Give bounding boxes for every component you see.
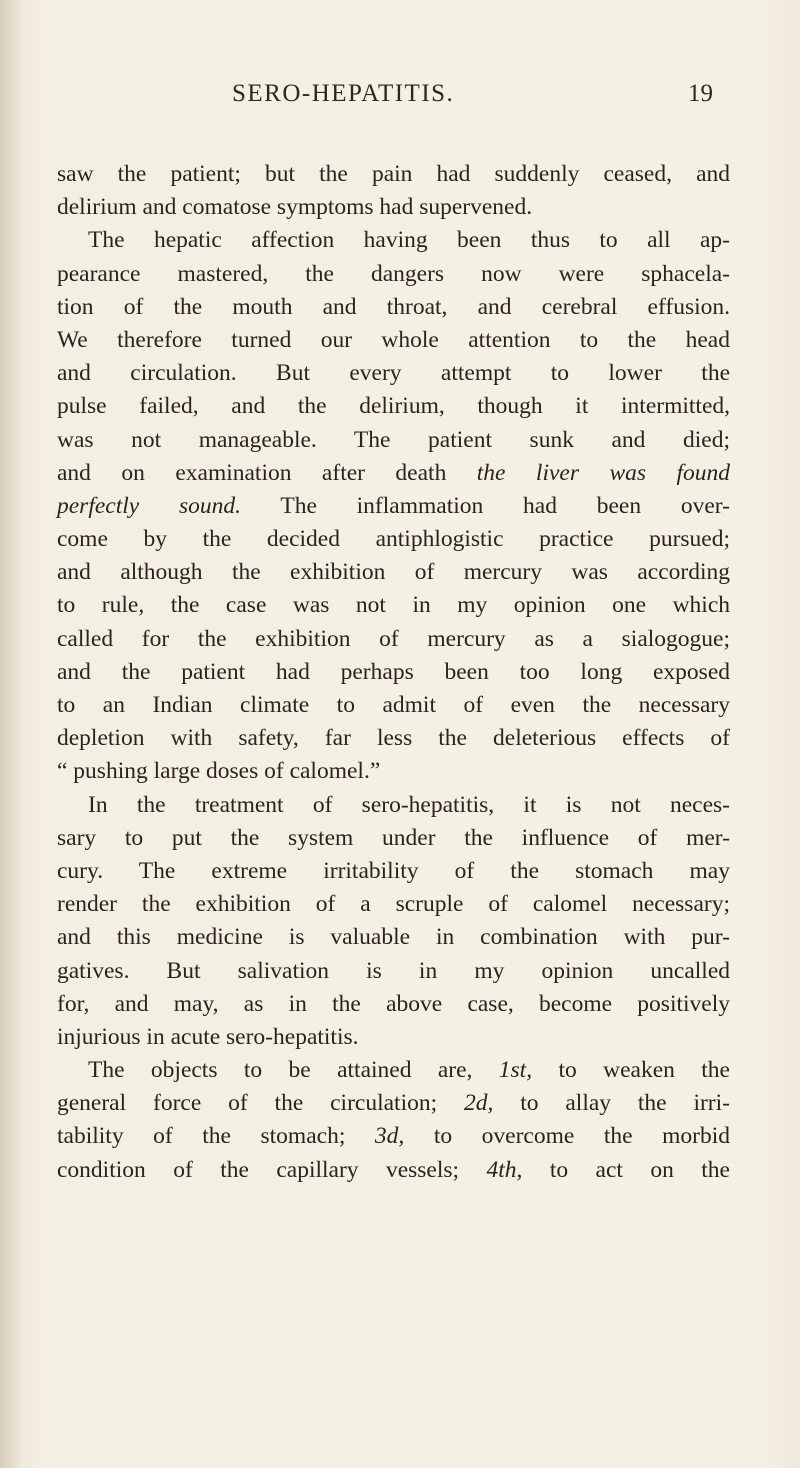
text-line	[57, 523, 730, 556]
text-segment: come by the decided antiphlogistic practice pursued;	[57, 526, 730, 553]
text-segment: general force of the circulation;	[57, 1090, 464, 1117]
text-line	[57, 623, 730, 656]
text-line	[57, 324, 730, 357]
text-line	[57, 224, 730, 257]
text-segment: sary to put the system under the influence of mer-	[57, 824, 730, 851]
text-segment: gatives. But salivation is in my opinion uncalled	[57, 957, 730, 984]
text-segment: In the treatment of sero-hepatitis, it is not neces-	[88, 791, 730, 818]
text-segment: The inflammation had been over-	[241, 492, 730, 519]
text-segment: to allay the irri-	[493, 1090, 730, 1117]
text-line	[57, 1154, 730, 1187]
italic-segment: perfectly sound.	[57, 492, 241, 519]
text-line	[57, 556, 730, 589]
text-segment: and on examination after death	[57, 459, 477, 486]
text-line	[57, 1087, 730, 1120]
text-segment: to an Indian climate to admit of even the necessary	[57, 692, 730, 718]
text-segment: The hepatic affection having been thus to all ap-	[88, 227, 730, 254]
italic-segment: 3d,	[374, 1123, 405, 1150]
text-line	[57, 722, 730, 755]
text-line	[57, 357, 730, 390]
text-segment: to act on the	[522, 1156, 730, 1183]
text-segment: for, and may, as in the above case, become positively	[57, 990, 730, 1017]
text-line	[57, 589, 730, 622]
running-title: SERO-HEPATITIS.	[232, 80, 455, 107]
text-segment: and the patient had perhaps been too long exposed	[57, 658, 730, 685]
text-line	[57, 1054, 730, 1087]
text-line	[57, 921, 730, 954]
text-line	[57, 1120, 730, 1153]
text-segment: to weaken the	[532, 1057, 730, 1084]
text-line	[57, 258, 730, 291]
text-segment: and although the exhibition of mercury was according	[57, 559, 730, 586]
text-segment: tion of the mouth and throat, and cerebral effusion.	[57, 293, 730, 320]
text-segment: render the exhibition of a scruple of calomel necessary;	[57, 891, 730, 918]
text-line	[57, 789, 730, 822]
page-number: 19	[688, 80, 713, 107]
text-segment: to rule, the case was not in my opinion one which	[57, 592, 730, 619]
italic-segment: the liver was found	[476, 459, 730, 486]
text-segment: delirium and comatose symptoms had supervened.	[57, 194, 533, 221]
italic-segment: 1st,	[498, 1057, 533, 1084]
italic-segment: 4th,	[486, 1156, 523, 1183]
text-segment: condition of the capillary vessels;	[57, 1156, 487, 1183]
text-segment: injurious in acute sero-hepatitis.	[57, 1023, 359, 1050]
text-line	[57, 390, 730, 423]
text-line	[57, 158, 730, 191]
text-line	[57, 755, 730, 788]
text-line	[57, 1021, 730, 1054]
body-text	[57, 158, 730, 1187]
text-segment: called for the exhibition of mercury as a sialogogue;	[57, 625, 730, 652]
text-segment: cury. The extreme irritability of the stomach may	[57, 857, 730, 884]
text-line	[57, 490, 730, 523]
text-segment: was not manageable. The patient sunk and died;	[57, 426, 730, 453]
text-segment: to overcome the morbid	[404, 1123, 730, 1150]
text-segment: The objects to be attained are,	[88, 1057, 499, 1084]
text-line	[57, 291, 730, 324]
text-line	[57, 191, 730, 224]
text-line	[57, 424, 730, 457]
text-segment: saw the patient; but the pain had suddenly ceased, and	[57, 161, 730, 187]
binding-shadow	[0, 0, 22, 1468]
text-segment: and this medicine is valuable in combination with pur-	[57, 924, 730, 951]
running-head	[0, 80, 800, 120]
text-line	[57, 689, 730, 722]
text-line	[57, 822, 730, 855]
text-segment: “ pushing large doses of calomel.”	[57, 758, 381, 785]
text-line	[57, 988, 730, 1021]
text-segment: pulse failed, and the delirium, though it intermitted,	[57, 393, 730, 420]
text-line	[57, 457, 730, 490]
text-line	[57, 888, 730, 921]
text-segment: tability of the stomach;	[57, 1123, 375, 1150]
italic-segment: 2d,	[464, 1090, 494, 1117]
text-segment: We therefore turned our whole attention to the head	[57, 326, 730, 353]
text-segment: depletion with safety, far less the deleterious effects of	[57, 725, 730, 752]
text-line	[57, 955, 730, 988]
text-segment: and circulation. But every attempt to lower the	[57, 360, 730, 387]
text-line	[57, 855, 730, 888]
text-segment: pearance mastered, the dangers now were sphacela-	[57, 260, 730, 287]
text-line	[57, 656, 730, 689]
